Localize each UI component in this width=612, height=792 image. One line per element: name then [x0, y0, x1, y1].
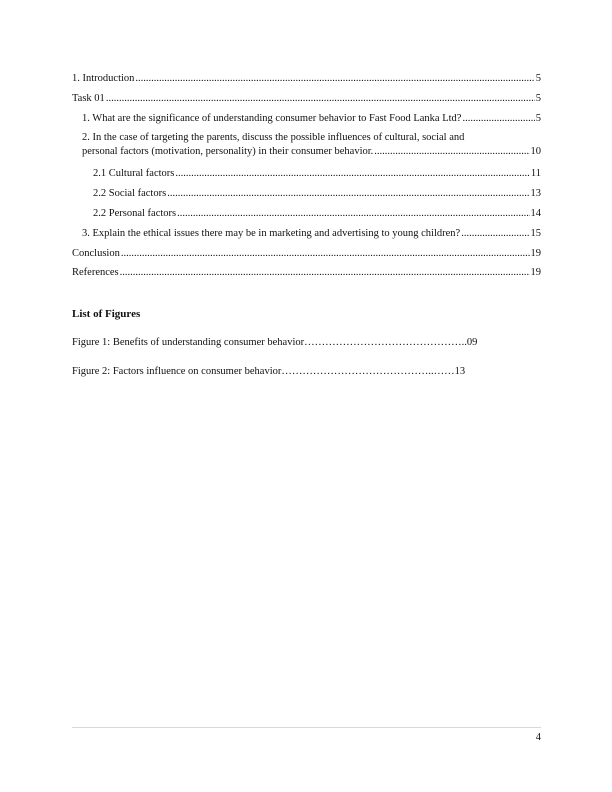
footer-divider — [72, 727, 541, 728]
toc-leader-dots — [461, 227, 529, 240]
toc-leader-dots — [106, 92, 535, 105]
toc-entry-personal-factors[interactable] — [93, 207, 541, 220]
toc-leader-dots — [120, 266, 530, 279]
toc-entry-conclusion[interactable] — [72, 247, 541, 260]
toc-page-number: 5 — [535, 93, 541, 104]
toc-leader-dots — [177, 207, 529, 220]
list-of-figures-heading: List of Figures — [72, 308, 141, 320]
toc-entry-label: 2.2 Social factors — [93, 188, 167, 199]
toc-entry-label: 1. Introduction — [72, 73, 135, 84]
toc-entry-task01[interactable] — [72, 92, 541, 105]
toc-entry-label: References — [72, 267, 119, 278]
toc-entry-references[interactable] — [72, 266, 541, 279]
toc-page-number: 19 — [530, 248, 541, 259]
toc-page-number: 15 — [530, 228, 541, 239]
toc-page-number: 14 — [530, 208, 541, 219]
toc-entry-label: Conclusion — [72, 248, 120, 259]
toc-page-number: 5 — [535, 73, 541, 84]
toc-entry-introduction[interactable] — [72, 72, 541, 85]
toc-leader-dots — [374, 145, 529, 159]
toc-entry-question-1[interactable] — [82, 112, 541, 125]
toc-leader-dots — [167, 187, 529, 200]
toc-leader-dots — [135, 72, 534, 85]
toc-entry-label-line2: personal factors (motivation, personality) in their consumer behavior. — [82, 146, 374, 157]
figure-entry-1[interactable]: Figure 1: Benefits of understanding consumer behavior………………………………………..09 — [72, 337, 478, 348]
toc-entry-social-factors[interactable] — [93, 187, 541, 200]
toc-leader-dots — [121, 247, 530, 260]
toc-entry-label: 1. What are the significance of understanding consumer behavior to Fast Food Lanka Ltd? — [82, 113, 462, 124]
toc-entry-label: 2.1 Cultural factors — [93, 168, 175, 179]
toc-entry-cultural-factors[interactable] — [93, 167, 541, 180]
toc-entry-label: 3. Explain the ethical issues there may be in marketing and advertising to young children? — [82, 228, 461, 239]
toc-page-number: 11 — [530, 168, 541, 179]
toc-leader-dots — [462, 112, 534, 125]
toc-entry-label: 2.2 Personal factors — [93, 208, 177, 219]
toc-entry-label: Task 01 — [72, 93, 105, 104]
toc-page-number: 19 — [530, 267, 541, 278]
toc-entry-question-2[interactable] — [82, 131, 541, 159]
toc-entry-question-3[interactable] — [82, 227, 541, 240]
figure-entry-2[interactable]: Figure 2: Factors influence on consumer behavior……………………………………..……13 — [72, 366, 466, 377]
toc-entry-label-line1: 2. In the case of targeting the parents, discuss the possible influences of cultural, social and — [82, 132, 465, 143]
toc-page-number: 10 — [530, 146, 541, 157]
toc-page-number: 13 — [530, 188, 541, 199]
toc-leader-dots — [175, 167, 530, 180]
toc-page-number: 5 — [535, 113, 541, 124]
page-number: 4 — [535, 732, 541, 743]
